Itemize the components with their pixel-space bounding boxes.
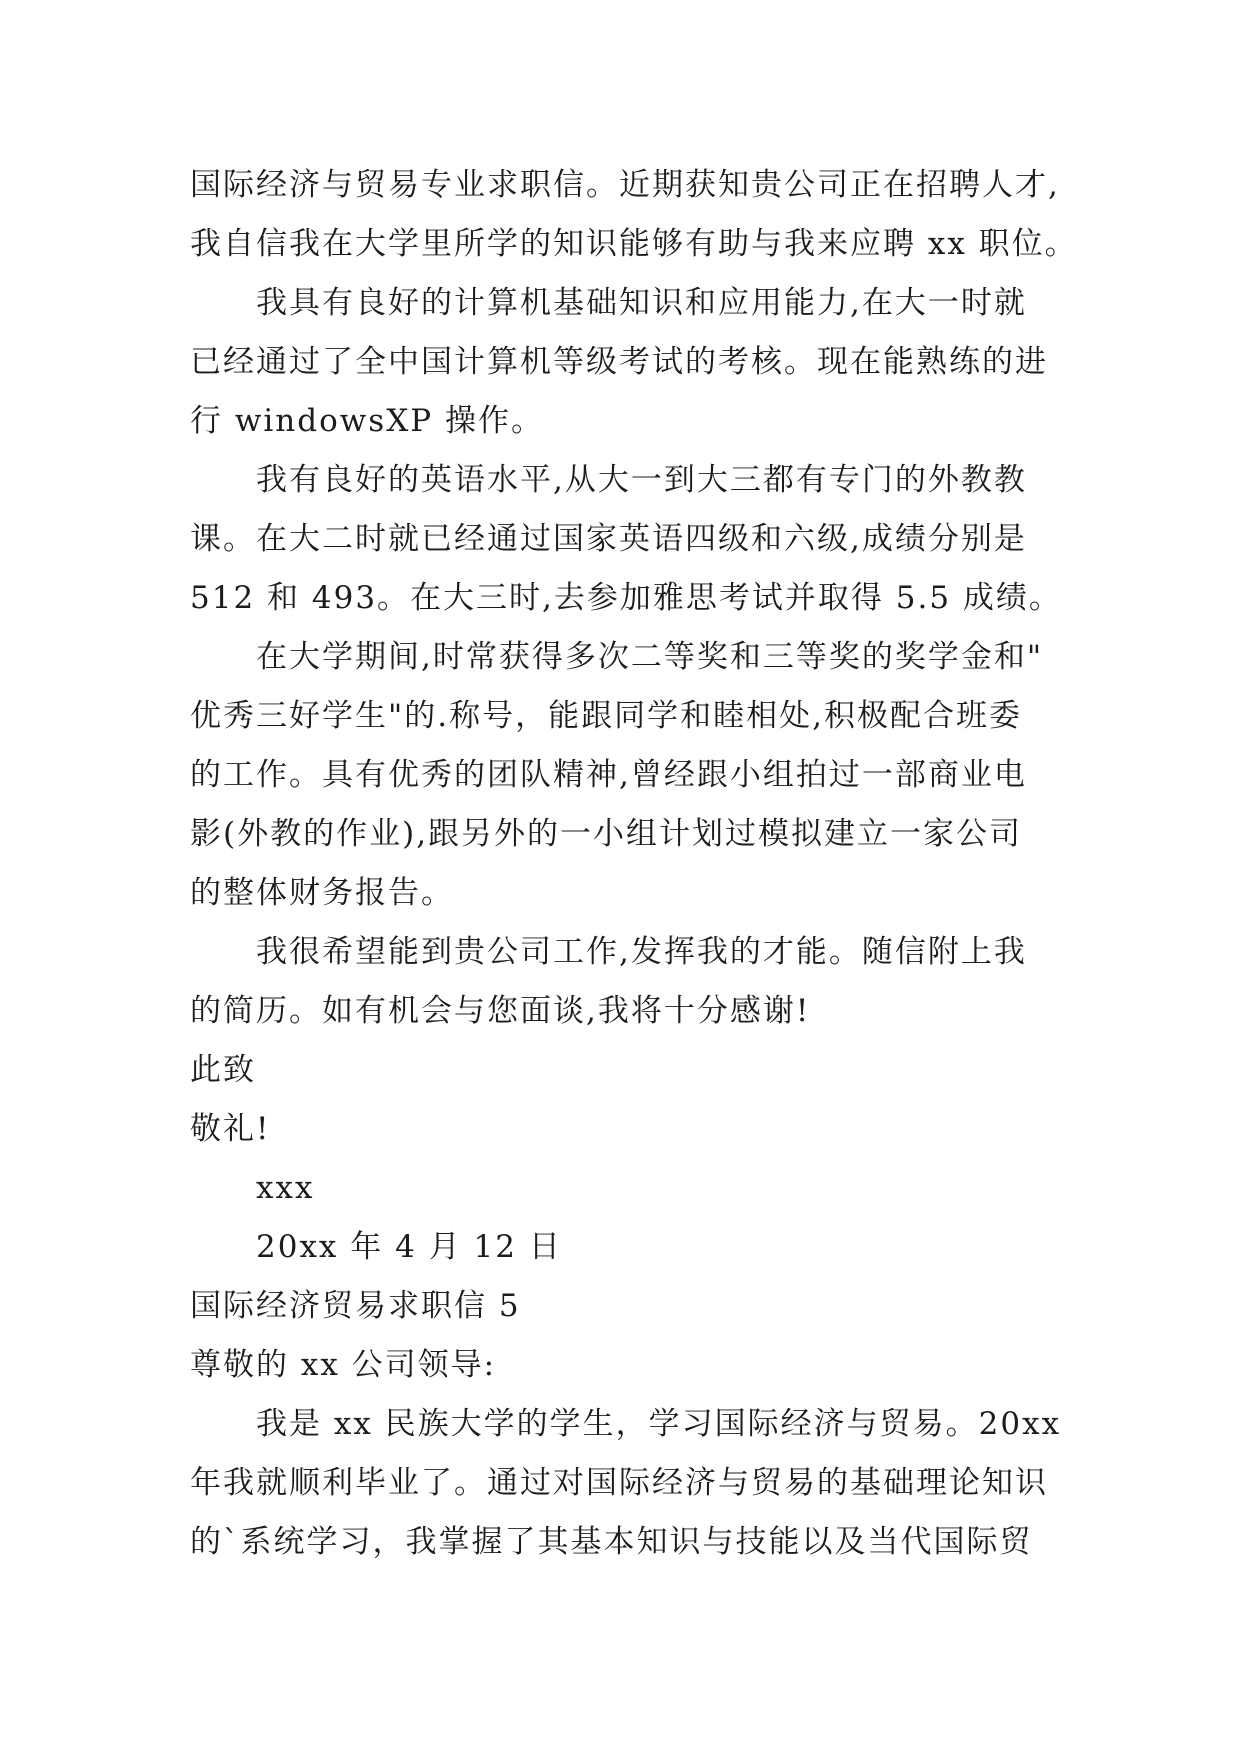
text-line: 的`系统学习，我掌握了其基本知识与技能以及当代国际贸 bbox=[190, 1524, 1033, 1560]
text-line: 的整体财务报告。 bbox=[190, 875, 454, 911]
paragraph-awards: 在大学期间,时常获得多次二等奖和三等奖的奖学金和" bbox=[256, 639, 1044, 675]
closing-phrase: 此致 bbox=[190, 1052, 256, 1088]
letter-date: 20xx 年 4 月 12 日 bbox=[256, 1229, 562, 1265]
salutation: 尊敬的 xx 公司领导: bbox=[190, 1347, 497, 1383]
text-line: 课。在大二时就已经通过国家英语四级和六级,成绩分别是 bbox=[190, 521, 1027, 557]
paragraph-closing-wish: 我很希望能到贵公司工作,发挥我的才能。随信附上我 bbox=[256, 934, 1027, 970]
letter-heading: 国际经济贸易求职信 5 bbox=[190, 1288, 521, 1324]
paragraph-computer-skills: 我具有良好的计算机基础知识和应用能力,在大一时就 bbox=[256, 285, 1027, 321]
paragraph-english-skills: 我有良好的英语水平,从大一到大三都有专门的外教教 bbox=[256, 462, 1027, 498]
paragraph-intro: 我是 xx 民族大学的学生，学习国际经济与贸易。20xx bbox=[256, 1406, 1062, 1442]
letter-body bbox=[190, 156, 1078, 1572]
text-line: 的工作。具有优秀的团队精神,曾经跟小组拍过一部商业电 bbox=[190, 757, 1027, 793]
text-line: 的简历。如有机会与您面谈,我将十分感谢! bbox=[190, 993, 811, 1029]
text-line: 已经通过了全中国计算机等级考试的考核。现在能熟练的进 bbox=[190, 344, 1048, 380]
text-line: 512 和 493。在大三时,去参加雅思考试并取得 5.5 成绩。 bbox=[190, 580, 1062, 616]
signature: xxx bbox=[256, 1170, 315, 1206]
text-line: 我自信我在大学里所学的知识能够有助与我来应聘 xx 职位。 bbox=[190, 226, 1078, 262]
text-line: 影(外教的作业),跟另外的一小组计划过模拟建立一家公司 bbox=[190, 816, 1023, 852]
closing-salute: 敬礼! bbox=[190, 1111, 271, 1147]
text-line: 国际经济与贸易专业求职信。近期获知贵公司正在招聘人才, bbox=[190, 167, 1060, 203]
text-line: 优秀三好学生"的.称号，能跟同学和睦相处,积极配合班委 bbox=[190, 698, 1022, 734]
text-line: 行 windowsXP 操作。 bbox=[190, 403, 545, 439]
text-line: 年我就顺利毕业了。通过对国际经济与贸易的基础理论知识 bbox=[190, 1465, 1048, 1501]
